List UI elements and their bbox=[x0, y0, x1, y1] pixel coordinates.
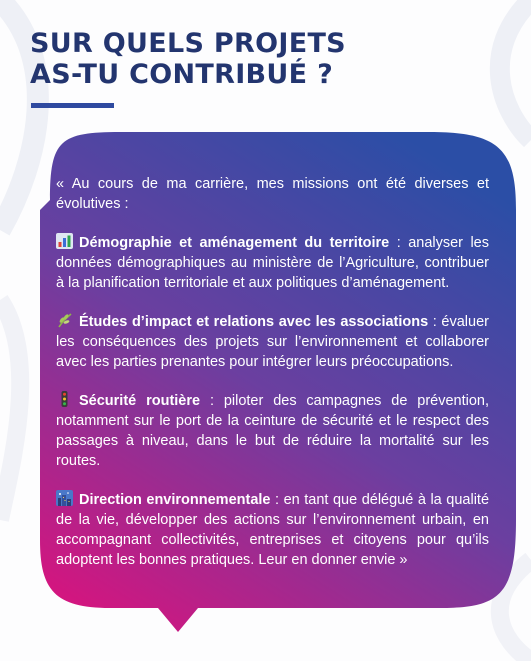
page-title-line-1: SUR QUELS PROJETS bbox=[30, 28, 346, 59]
mission-description: : évaluer les conséquences des projets sur l’environnement et collaborer avec les parties prenantes pour intégrer leurs préoccupations. bbox=[56, 314, 489, 370]
page-title-line-2: AS-TU CONTRIBUÉ ? bbox=[30, 59, 334, 90]
mission-heading: Études d’impact et relations avec les associations bbox=[79, 314, 429, 330]
mission-description: : en tant que délégué à la qualité de la vie, développer des actions sur l’environnement urbain, en accompagnant collectivités, entreprises et citoyens pour qu’ils adoptent les bonnes pratiques. Leur en donner envie » bbox=[56, 492, 490, 568]
quote-card-text bbox=[56, 174, 489, 589]
mission-item-demographie bbox=[56, 233, 489, 293]
mission-heading: Direction environnementale bbox=[79, 492, 271, 508]
mission-item-securite-routiere bbox=[56, 391, 489, 471]
mission-description: : analyser les données démographiques au ministère de l’Agriculture, contribuer à la planification territoriale et aux politiques d’aménagement. bbox=[56, 235, 489, 291]
mission-item-etudes-impact bbox=[56, 312, 489, 372]
mission-description: : piloter des campagnes de prévention, notamment sur le port de la ceinture de sécurité et le respect des passages à niveau, dans le but de réduire la mortalité sur les routes. bbox=[56, 393, 489, 469]
traffic-light-icon bbox=[56, 391, 73, 407]
seedling-icon bbox=[56, 312, 73, 328]
mission-item-direction-environnementale bbox=[56, 490, 489, 570]
mission-heading: Sécurité routière bbox=[79, 393, 201, 409]
quote-intro: « Au cours de ma carrière, mes missions ont été diverses et évolutives : bbox=[56, 176, 489, 212]
bar-chart-icon bbox=[56, 233, 73, 249]
mission-heading: Démographie et aménagement du territoire bbox=[79, 235, 390, 251]
city-icon bbox=[56, 490, 73, 506]
